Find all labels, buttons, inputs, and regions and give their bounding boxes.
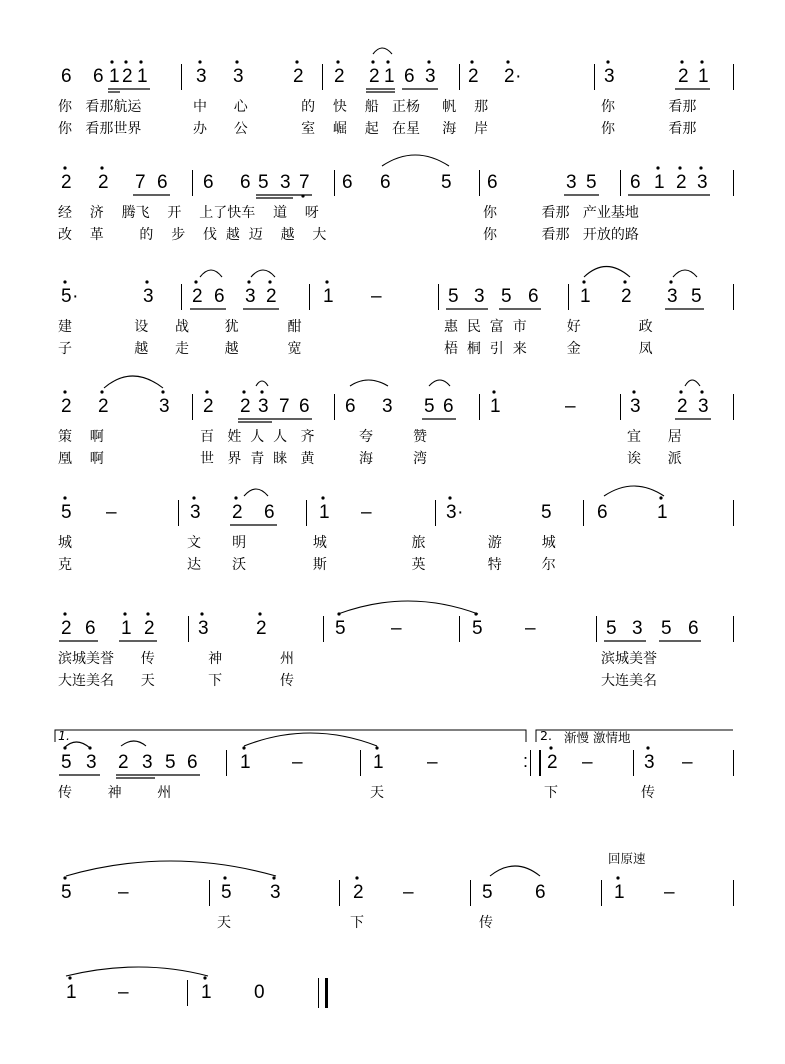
barline <box>479 394 480 420</box>
note: 2 <box>61 396 73 417</box>
lyric: 滨城美誉 <box>601 651 657 667</box>
note: 0 <box>254 982 266 1003</box>
barline <box>620 394 621 420</box>
note: 1 <box>373 752 385 773</box>
lyric: 百 姓 人 人 齐 夸 赞 <box>200 429 428 445</box>
note: – <box>118 982 130 1003</box>
lyric: 大连美名 天 下 传 <box>58 673 294 689</box>
note: 1 <box>109 66 121 87</box>
note: 6 <box>345 396 357 417</box>
barline <box>339 880 340 906</box>
note: – <box>682 752 694 773</box>
lyric: 梧 桐 引 来 金 凤 <box>444 341 653 357</box>
lyric: 中 心 的 快 船 正杨 帆 那 <box>193 99 489 115</box>
note: 3 <box>143 286 155 307</box>
barline <box>733 616 734 642</box>
note: 5 <box>61 502 73 523</box>
barline <box>309 284 310 310</box>
note: 2 <box>676 172 688 193</box>
lyric: 策 啊 <box>58 429 104 445</box>
barline <box>601 880 602 906</box>
barline <box>306 500 307 526</box>
note: 3 <box>270 882 282 903</box>
note: – <box>292 752 304 773</box>
lyric: 子 越 走 越 宽 <box>58 341 302 357</box>
note: 1 <box>384 66 396 87</box>
note: 6 <box>443 396 455 417</box>
note: 1 <box>654 172 666 193</box>
lyric: 惠 民 富 市 好 政 <box>444 319 653 335</box>
note: 2 <box>98 172 110 193</box>
barline <box>181 64 182 90</box>
lyric: 你 看那航运 <box>58 99 142 115</box>
note: 5 <box>472 618 484 639</box>
note: 3 <box>630 396 642 417</box>
note: 6 <box>630 172 642 193</box>
note: 2 <box>621 286 633 307</box>
note: 5 <box>691 286 703 307</box>
note: 3 <box>190 502 202 523</box>
note: 3 <box>698 396 710 417</box>
lyric: 改 革 的 步 伐 越 迈 越 大 <box>58 227 327 243</box>
note: 3 <box>198 618 210 639</box>
lyric: 下 <box>544 785 558 801</box>
note: 6 <box>342 172 354 193</box>
note: 5 <box>221 882 233 903</box>
note: 6 <box>240 172 252 193</box>
lyric: 传 <box>641 785 655 801</box>
note: 1 <box>201 982 213 1003</box>
note: 2 <box>118 752 130 773</box>
lyric: 达 沃 斯 英 特 尔 <box>187 557 556 573</box>
lyric: 凰 啊 <box>58 451 104 467</box>
note: 5 <box>61 752 73 773</box>
barline <box>733 880 734 906</box>
lyric: 你 看那 开放的路 <box>483 227 639 243</box>
note: 2 <box>677 396 689 417</box>
lyric: 传 <box>479 915 493 931</box>
note: – <box>118 882 130 903</box>
note: – <box>361 502 373 523</box>
note: 7 <box>279 396 291 417</box>
repeat-dots: : <box>523 751 529 771</box>
lyric: 诶 派 <box>627 451 682 467</box>
note: 3 <box>697 172 709 193</box>
lyric: 大连美名 <box>601 673 657 689</box>
lyric: 宜 居 <box>627 429 682 445</box>
note: 5 <box>661 618 673 639</box>
note: 2 <box>468 66 480 87</box>
note: 6 <box>264 502 276 523</box>
volta-brackets <box>55 730 733 742</box>
note: 5 <box>586 172 598 193</box>
tempo-marking: 渐慢 激情地 <box>564 730 631 745</box>
lyric: 城 <box>58 535 72 551</box>
barline <box>209 880 210 906</box>
note: 5· <box>61 286 79 307</box>
final-barline <box>318 978 328 1008</box>
note: 5 <box>541 502 553 523</box>
barline <box>226 750 227 776</box>
note: 2 <box>293 66 305 87</box>
note: 3 <box>86 752 98 773</box>
note: 1 <box>323 286 335 307</box>
note: 3 <box>566 172 578 193</box>
note: – <box>582 752 594 773</box>
note: 6 <box>93 66 105 87</box>
note: 2 <box>98 396 110 417</box>
tempo-return: 回原速 <box>608 851 646 866</box>
volta-2-label: 2. <box>540 728 552 743</box>
note: 3 <box>644 752 656 773</box>
lyric: 传 神 州 <box>58 785 172 801</box>
lyric: 你 看那世界 <box>58 121 142 137</box>
barline <box>733 64 734 90</box>
lyric: 下 <box>350 915 364 931</box>
note: 6 <box>61 66 73 87</box>
note: 6 <box>157 172 169 193</box>
note: 6 <box>299 396 311 417</box>
note: 3 <box>382 396 394 417</box>
lyric: 你 看那 <box>601 121 697 137</box>
barline <box>633 750 634 776</box>
barline <box>620 170 621 196</box>
note: 1 <box>490 396 502 417</box>
note: 3 <box>196 66 208 87</box>
note: 2 <box>547 752 559 773</box>
note: 2 <box>369 66 381 87</box>
repeat-barline <box>530 750 541 776</box>
barline <box>322 64 323 90</box>
note: 1 <box>240 752 252 773</box>
note: 5 <box>448 286 460 307</box>
note: 1 <box>580 286 592 307</box>
barline <box>188 616 189 642</box>
barline <box>334 170 335 196</box>
note: 5 <box>258 172 270 193</box>
barline <box>192 394 193 420</box>
barline <box>360 750 361 776</box>
barline <box>733 170 734 196</box>
note: 1 <box>66 982 78 1003</box>
note: 1 <box>319 502 331 523</box>
note: 3 <box>142 752 154 773</box>
barline <box>733 284 734 310</box>
note: 6 <box>487 172 499 193</box>
note: 3· <box>446 502 464 523</box>
note: 5 <box>482 882 494 903</box>
lyric: 滨城美誉 传 神 州 <box>58 651 294 667</box>
note: 7 <box>135 172 147 193</box>
note: 7 <box>299 172 311 193</box>
note: 5 <box>165 752 177 773</box>
note: – <box>427 752 439 773</box>
note: 5 <box>441 172 453 193</box>
note: 5 <box>501 286 513 307</box>
lyric: 你 看那 <box>601 99 697 115</box>
lyric: 天 <box>370 785 384 801</box>
lyric: 经 济 腾飞 开 上了快车 道 呀 <box>58 205 319 221</box>
lyric: 建 设 战 犹 酣 <box>58 319 302 335</box>
note: 3 <box>233 66 245 87</box>
note: 3 <box>159 396 171 417</box>
note: – <box>391 618 403 639</box>
note: 6 <box>187 752 199 773</box>
barline <box>178 500 179 526</box>
note: 2· <box>504 66 522 87</box>
barline <box>459 64 460 90</box>
note: 5 <box>61 882 73 903</box>
barline <box>596 616 597 642</box>
barline <box>323 616 324 642</box>
note: 2 <box>122 66 134 87</box>
barline <box>733 500 734 526</box>
note: 6 <box>214 286 226 307</box>
note: 2 <box>678 66 690 87</box>
note: 2 <box>144 618 156 639</box>
note: 6 <box>528 286 540 307</box>
barline <box>438 284 439 310</box>
note: – <box>106 502 118 523</box>
barline <box>479 170 480 196</box>
note: – <box>371 286 383 307</box>
note: 3 <box>604 66 616 87</box>
note: – <box>664 882 676 903</box>
note: 6 <box>404 66 416 87</box>
note: 1 <box>698 66 710 87</box>
note: – <box>525 618 537 639</box>
barline <box>568 284 569 310</box>
barline <box>470 880 471 906</box>
note: 3 <box>245 286 257 307</box>
lyric: 天 <box>217 915 231 931</box>
lyric: 办 公 室 崛 起 在星 海 岸 <box>193 121 489 137</box>
lyric: 世 界 青 睐 黄 海 湾 <box>200 451 428 467</box>
note: 5 <box>606 618 618 639</box>
note: 6 <box>203 172 215 193</box>
note: 3 <box>258 396 270 417</box>
lyric: 克 <box>58 557 72 573</box>
note: 6 <box>85 618 97 639</box>
note: 3 <box>425 66 437 87</box>
barline <box>733 394 734 420</box>
note: – <box>403 882 415 903</box>
note: 2 <box>353 882 365 903</box>
note: 1 <box>137 66 149 87</box>
note: 2 <box>61 618 73 639</box>
note: 6 <box>597 502 609 523</box>
note: 3 <box>667 286 679 307</box>
note: 2 <box>256 618 268 639</box>
note: 2 <box>203 396 215 417</box>
note: 2 <box>61 172 73 193</box>
note: 3 <box>474 286 486 307</box>
volta-1-label: 1. <box>58 728 70 743</box>
note: 5 <box>424 396 436 417</box>
note: 5 <box>335 618 347 639</box>
note: 2 <box>192 286 204 307</box>
barline <box>733 750 734 776</box>
note: – <box>565 396 577 417</box>
barline <box>594 64 595 90</box>
note: 2 <box>266 286 278 307</box>
note: 3 <box>632 618 644 639</box>
note: 6 <box>535 882 547 903</box>
note: 2 <box>334 66 346 87</box>
barline <box>187 980 188 1006</box>
note: 2 <box>240 396 252 417</box>
note: 6 <box>380 172 392 193</box>
note: 2 <box>232 502 244 523</box>
note: 6 <box>688 618 700 639</box>
note: 1 <box>614 882 626 903</box>
barline <box>181 284 182 310</box>
barline <box>583 500 584 526</box>
note: 1 <box>657 502 669 523</box>
barline <box>192 170 193 196</box>
lyric: 你 看那 产业基地 <box>483 205 639 221</box>
note: 1 <box>121 618 133 639</box>
note: 3 <box>280 172 292 193</box>
barline <box>334 394 335 420</box>
lyric: 文 明 城 旅 游 城 <box>187 535 556 551</box>
barline <box>435 500 436 526</box>
barline <box>459 616 460 642</box>
